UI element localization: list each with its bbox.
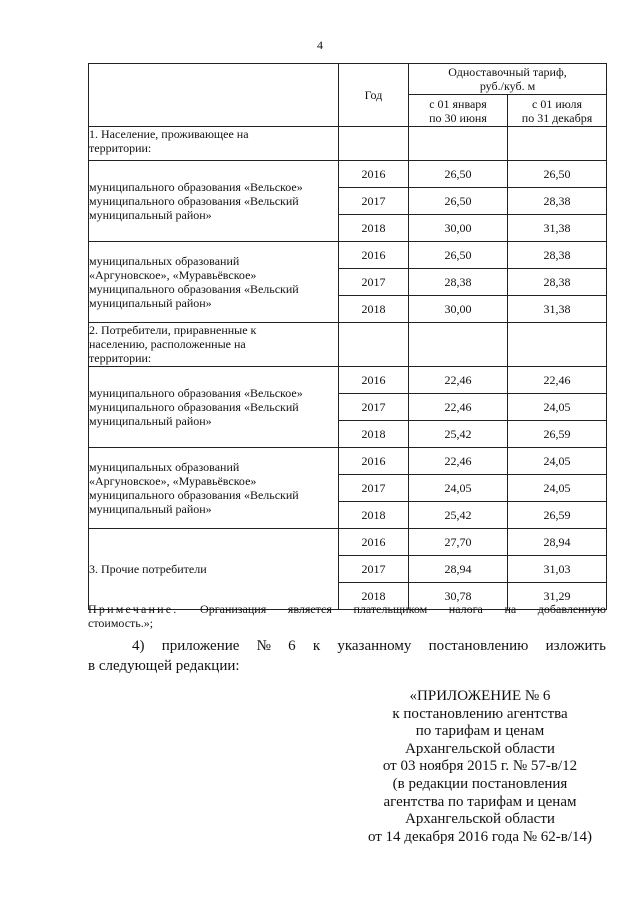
tariff-h1-cell: 22,46 [409,448,508,475]
table-header [89,64,607,127]
note-line [88,602,606,616]
appendix-line: по тарифам и ценам [415,723,545,740]
section-title: 3. Прочие потребители [89,529,339,610]
tariff-h2-cell: 28,94 [508,529,607,556]
header-period-line: с 01 января [429,96,487,111]
header-period-2 [508,95,607,127]
tariff-h2-cell: 31,03 [508,556,607,583]
group-name-line: муниципальный район» [89,414,212,428]
group-name-line: «Аргуновское», «Муравьёвское» [89,268,257,282]
header-period-1 [409,95,508,127]
tariff-h2-cell: 24,05 [508,394,607,421]
paragraph-word: приложение [161,638,240,654]
empty-cell [409,127,508,161]
note-word: налога [448,602,483,616]
appendix-line: к постановлению агентства [392,705,568,722]
table-body [89,127,607,610]
table-row [89,367,607,394]
tariff-h1-cell: 30,00 [409,296,508,323]
tariff-h2-cell: 26,59 [508,502,607,529]
tariff-h2-cell: 26,50 [508,161,607,188]
year-cell: 2018 [339,421,409,448]
tariff-h1-cell: 28,94 [409,556,508,583]
year-cell: 2016 [339,529,409,556]
note-continuation: стоимость.»; [88,616,154,630]
group-name-line: муниципальный район» [89,296,212,310]
paragraph-line [88,636,606,656]
group-name-line: муниципального образования «Вельский [89,194,299,208]
section-title-line: 2. Потребители, приравненные к [89,323,257,337]
appendix-line: «ПРИЛОЖЕНИЕ № 6 [409,688,551,704]
tariff-h1-cell: 27,70 [409,529,508,556]
group-name-line: муниципальный район» [89,502,212,516]
tariff-h2-cell: 24,05 [508,448,607,475]
note-word: добавленную [537,602,606,616]
appendix-line: (в редакции постановления [392,775,568,792]
note-word: на [504,602,517,616]
group-name-line: муниципальных образований [89,254,240,268]
tariff-h2-cell: 26,59 [508,421,607,448]
paragraph-word: изложить [545,638,606,654]
group-name [89,448,339,529]
empty-cell [409,323,508,367]
paragraph-word: 4) [132,638,145,654]
appendix-line: Архангельской области [405,811,555,828]
empty-cell [339,127,409,161]
empty-cell [508,323,607,367]
table-row [89,161,607,188]
paragraph-word: постановлению [428,638,529,654]
section-title-line: территории: [89,141,152,155]
tariff-h1-cell: 25,42 [409,502,508,529]
header-period-line: по 30 июня [429,110,487,125]
header-tariff [409,64,607,95]
group-name-line: муниципальный район» [89,208,212,222]
tariff-h2-cell: 28,38 [508,188,607,215]
header-empty-cell [89,64,339,127]
tariff-h1-cell: 30,00 [409,215,508,242]
tariff-table [88,63,607,610]
paragraph-line-2: в следующей редакции: [88,658,240,674]
tariff-h1-cell: 22,46 [409,367,508,394]
year-cell: 2016 [339,161,409,188]
appendix-line: Архангельской области [405,740,555,757]
group-name-line: муниципального образования «Вельский [89,282,299,296]
tariff-h2-cell: 24,05 [508,475,607,502]
section-title-row [89,323,607,367]
year-cell: 2016 [339,448,409,475]
tariff-h2-cell: 31,38 [508,296,607,323]
header-period-line: по 31 декабря [521,110,593,125]
header-year: Год [339,64,409,127]
group-name-line: муниципального образования «Вельский [89,400,299,414]
group-name [89,161,339,242]
appendix-line: от 14 декабря 2016 года № 62-в/14) [367,828,593,845]
section-title-row [89,127,607,161]
year-cell: 2016 [339,242,409,269]
page-number: 4 [317,38,323,52]
group-name [89,242,339,323]
year-cell: 2018 [339,583,409,610]
header-tariff-line: Одноставочный тариф, [448,65,567,79]
table-row [89,448,607,475]
table-row [89,529,607,556]
tariff-h1-cell: 30,78 [409,583,508,610]
tariff-h2-cell: 28,38 [508,269,607,296]
note-word: является [287,602,332,616]
tariff-h1-cell: 28,38 [409,269,508,296]
group-name-line: муниципального образования «Вельское» [89,386,303,400]
group-name-line: муниципальных образований [89,460,240,474]
tariff-h2-cell: 31,38 [508,215,607,242]
year-cell: 2018 [339,215,409,242]
year-cell: 2018 [339,296,409,323]
paragraph-word: 6 [288,638,296,654]
tariff-h1-cell: 24,05 [409,475,508,502]
appendix-line: агентства по тарифам и ценам [383,793,577,810]
year-cell: 2017 [339,556,409,583]
appendix-line: от 03 ноября 2015 г. № 57-в/12 [382,758,578,775]
paragraph-word: указанному [337,638,412,654]
tariff-h1-cell: 22,46 [409,394,508,421]
year-cell: 2017 [339,269,409,296]
section-title-line: территории: [89,351,152,365]
tariff-h1-cell: 25,42 [409,421,508,448]
year-cell: 2017 [339,188,409,215]
amendment-paragraph [88,636,606,676]
note-label: Примечание. [88,602,179,616]
tariff-h2-cell: 31,29 [508,583,607,610]
appendix-heading [330,688,630,846]
section-title [89,323,339,367]
paragraph-word: № [256,638,271,654]
year-cell: 2018 [339,502,409,529]
empty-cell [339,323,409,367]
tariff-h2-cell: 28,38 [508,242,607,269]
year-cell: 2016 [339,367,409,394]
group-name-line: муниципального образования «Вельское» [89,180,303,194]
header-tariff-line: руб./куб. м [479,79,536,93]
empty-cell [508,127,607,161]
group-name [89,367,339,448]
table-row [89,242,607,269]
tariff-h1-cell: 26,50 [409,161,508,188]
group-name-line: муниципального образования «Вельский [89,488,299,502]
paragraph-word: к [312,638,321,654]
section-title-line: населению, расположенные на [89,337,246,351]
tariff-h1-cell: 26,50 [409,188,508,215]
header-period-line: с 01 июля [532,96,582,111]
year-cell: 2017 [339,475,409,502]
section-title-line: 1. Население, проживающее на [89,127,249,141]
note-word: плательщиком [353,602,428,616]
tariff-h1-cell: 26,50 [409,242,508,269]
tariff-h2-cell: 22,46 [508,367,607,394]
note-block [88,602,606,630]
section-title [89,127,339,161]
year-cell: 2017 [339,394,409,421]
group-name-line: «Аргуновское», «Муравьёвское» [89,474,257,488]
note-word: Организация [200,602,267,616]
